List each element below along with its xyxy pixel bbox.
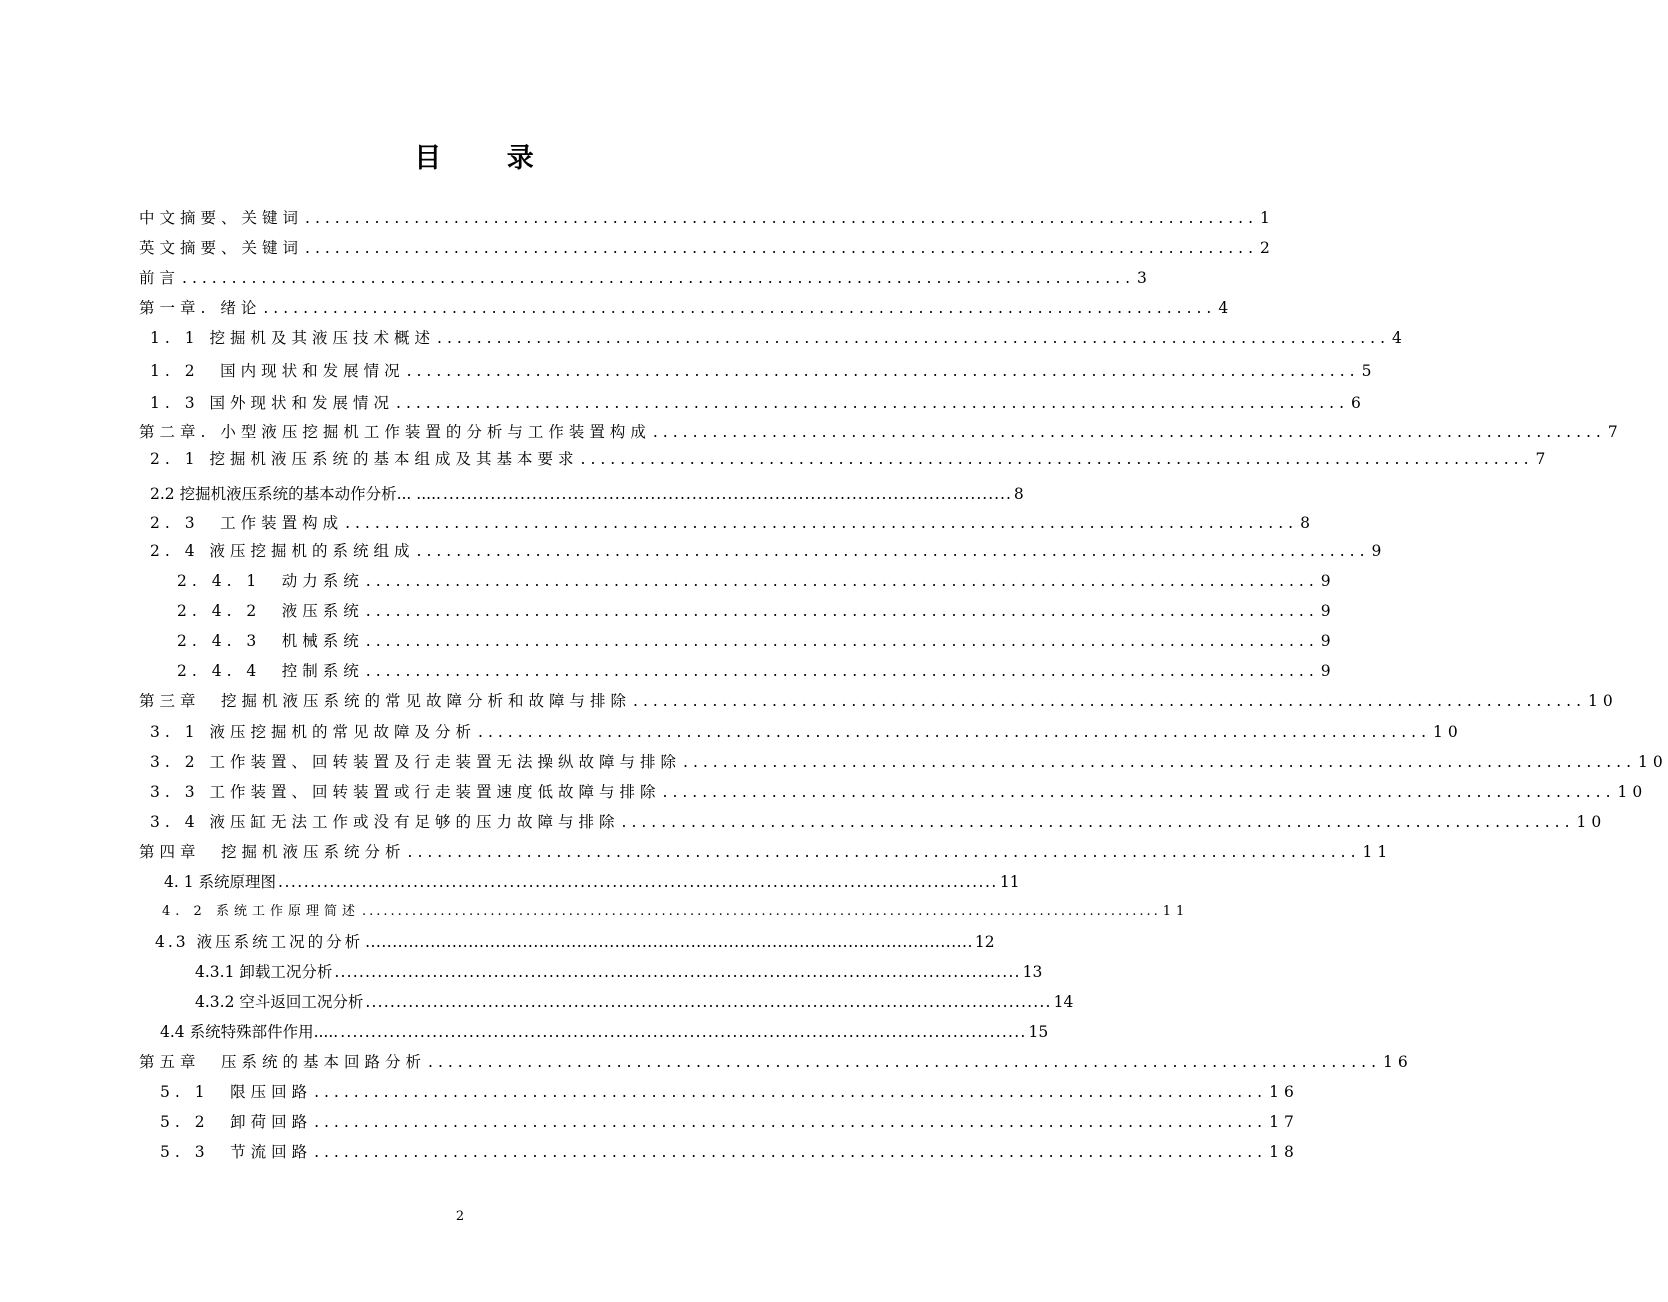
toc-entry-label: 5. 1 限压回路 <box>160 1083 313 1101</box>
leader-dots: ................................................................................................................ <box>365 993 1052 1011</box>
toc-entry-page: 3 <box>1137 269 1152 287</box>
leader-dots: ................................................................................................ <box>580 450 1534 468</box>
leader-dots: ................................................................................................ <box>314 1113 1268 1131</box>
toc-entry-page: 7 <box>1607 423 1623 441</box>
toc-entry-label: 4. 2 系统工作原理简述 <box>162 904 360 919</box>
toc-entry-page: 5 <box>1361 362 1377 380</box>
toc-entry-label: 2. 1 挖掘机液压系统的基本组成及其基本要求 <box>150 450 579 468</box>
toc-entry-label: 5. 3 节流回路 <box>160 1143 313 1161</box>
leader-dots: ................................................................................................ <box>305 239 1259 257</box>
toc-entry[interactable] <box>150 447 1551 471</box>
leader-dots: ................................................................................................ <box>437 329 1391 347</box>
toc-entry-page: 9 <box>1320 572 1336 590</box>
toc-entry[interactable] <box>177 569 1336 593</box>
toc-entry-label: 第二章. 小型液压挖掘机工作装置的分析与工作装置构成 <box>139 423 651 441</box>
toc-entry-label: 4.3.1 卸载工况分析 <box>195 963 333 981</box>
toc-entry-label: 4. 1 系统原理图 <box>164 873 277 891</box>
toc-entry-page: 2 <box>1260 239 1275 257</box>
toc-entry[interactable] <box>139 840 1393 864</box>
toc-entry[interactable] <box>139 689 1618 713</box>
toc-entry-page: 8 <box>1300 514 1315 532</box>
toc-entry[interactable] <box>150 359 1377 383</box>
toc-entry-page: 18 <box>1269 1143 1299 1161</box>
toc-entry-label: 2. 4. 3 机械系统 <box>177 632 364 650</box>
page-number: 2 <box>455 1209 465 1224</box>
leader-dots: ................................................................................................ <box>305 209 1259 227</box>
toc-entry-page: 14 <box>1053 993 1074 1011</box>
toc-entry[interactable] <box>160 1140 1299 1164</box>
toc-entry[interactable] <box>139 266 1152 290</box>
toc-entry-page: 9 <box>1371 542 1387 560</box>
leader-dots: ................................................................................................ <box>652 423 1606 441</box>
leader-dots: ................................................................................................ <box>478 723 1432 741</box>
leader-dots: ................................................................................................ <box>633 692 1587 710</box>
toc-entry[interactable] <box>160 1080 1299 1104</box>
toc-entry-label: 1. 1 挖掘机及其液压技术概述 <box>150 329 436 347</box>
toc-entry[interactable] <box>150 511 1315 535</box>
toc-entry-page: 11 <box>1362 843 1393 861</box>
toc-entry-label: 第一章. 绪论 <box>139 299 262 317</box>
leader-dots: ................................................................................................ <box>683 753 1637 771</box>
leader-dots: ................................................................................................ <box>365 572 1319 590</box>
toc-entry-label: 英文摘要、关键词 <box>139 239 304 257</box>
leader-dots: ................................................................................................................ <box>278 873 998 891</box>
toc-entry[interactable] <box>139 420 1623 444</box>
toc-entry-page: 4 <box>1392 329 1407 347</box>
toc-entry[interactable] <box>150 391 1366 415</box>
toc-entry-label: 1. 2 国内现状和发展情况 <box>150 362 405 380</box>
toc-entry-page: 16 <box>1269 1083 1299 1101</box>
leader-dots: ................................................................................................ <box>407 843 1361 861</box>
toc-entry-page: 11 <box>1162 904 1190 919</box>
toc-entry[interactable] <box>150 750 1668 774</box>
toc-entry[interactable] <box>150 810 1607 834</box>
toc-entry[interactable] <box>150 720 1463 744</box>
toc-entry[interactable] <box>150 482 1024 506</box>
toc-entry[interactable] <box>139 206 1275 230</box>
toc-entry[interactable] <box>150 326 1407 350</box>
toc-entry-page: 8 <box>1013 485 1024 503</box>
leader-dots: ................................................................................................ <box>365 632 1319 650</box>
toc-entry-label: 中文摘要、关键词 <box>139 209 304 227</box>
toc-entry-page: 15 <box>1028 1023 1049 1041</box>
leader-dots: ................................................................................................ <box>365 662 1319 680</box>
toc-entry-label: 第四章 挖掘机液压系统分析 <box>139 843 406 861</box>
toc-entry-label: 2. 4 液压挖掘机的系统组成 <box>150 542 415 560</box>
toc-entry-label: 3. 1 液压挖掘机的常见故障及分析 <box>150 723 477 741</box>
toc-entry-page: 10 <box>1433 723 1463 741</box>
toc-entry[interactable] <box>150 780 1648 804</box>
toc-entry-label: 2. 4. 2 液压系统 <box>177 602 364 620</box>
toc-entry[interactable] <box>177 629 1336 653</box>
toc-entry-label: 前言 <box>139 269 181 287</box>
toc-entry-page: 1 <box>1260 209 1275 227</box>
toc-entry-label: 3. 2 工作装置、回转装置及行走装置无法操纵故障与排除 <box>150 753 682 771</box>
leader-dots: ................................................................................................................ <box>340 1023 1027 1041</box>
toc-entry-label: 第五章 压系统的基本回路分析 <box>139 1053 427 1071</box>
leader-dots: ................................................................................................ <box>314 1083 1268 1101</box>
toc-entry-page: 4 <box>1218 299 1234 317</box>
toc-entry-page: 11 <box>999 873 1020 891</box>
toc-entry[interactable] <box>139 236 1275 260</box>
toc-entry-label: 4.3.2 空斗返回工况分析 <box>195 993 364 1011</box>
leader-dots: ................................................................................................................ <box>365 933 973 951</box>
leader-dots: ................................................................................................................ <box>361 904 1161 919</box>
toc-entry[interactable] <box>155 930 995 954</box>
toc-entry[interactable] <box>195 990 1074 1014</box>
leader-dots: ................................................................................................ <box>442 485 1012 503</box>
toc-entry-label: 第三章 挖掘机液压系统的常见故障分析和故障与排除 <box>139 692 632 710</box>
toc-entry-label: 3. 4 液压缸无法工作或没有足够的压力故障与排除 <box>150 813 620 831</box>
toc-entry[interactable] <box>160 1110 1299 1134</box>
toc-entry-page: 13 <box>1022 963 1043 981</box>
leader-dots: ................................................................................................ <box>416 542 1370 560</box>
leader-dots: ................................................................................................ <box>406 362 1360 380</box>
toc-entry-page: 16 <box>1383 1053 1413 1071</box>
toc-entry[interactable] <box>177 599 1336 623</box>
leader-dots: ................................................................................................ <box>621 813 1575 831</box>
toc-entry-label: 2. 4. 1 动力系统 <box>177 572 364 590</box>
leader-dots: ................................................................................................ <box>428 1053 1382 1071</box>
toc-entry[interactable] <box>139 1050 1413 1074</box>
leader-dots: ................................................................................................................ <box>334 963 1021 981</box>
toc-entry-page: 9 <box>1320 602 1336 620</box>
toc-entry[interactable] <box>139 296 1234 320</box>
toc-entry-label: 5. 2 卸荷回路 <box>160 1113 313 1131</box>
leader-dots: ................................................................................................ <box>182 269 1136 287</box>
toc-entry-page: 6 <box>1351 394 1366 412</box>
toc-entry-page: 10 <box>1588 692 1618 710</box>
toc-entry-label: 3. 3 工作装置、回转装置或行走装置速度低故障与排除 <box>150 783 661 801</box>
toc-entry-label: 2. 4. 4 控制系统 <box>177 662 364 680</box>
toc-entry[interactable] <box>162 900 1190 924</box>
leader-dots: ................................................................................................ <box>365 602 1319 620</box>
toc-entry[interactable] <box>195 960 1043 984</box>
leader-dots: ................................................................................................ <box>314 1143 1268 1161</box>
toc-entry-page: 10 <box>1576 813 1607 831</box>
toc-entry-page: 10 <box>1638 753 1668 771</box>
leader-dots: ................................................................................................ <box>396 394 1350 412</box>
toc-entry-page: 10 <box>1617 783 1648 801</box>
toc-entry-page: 9 <box>1320 662 1336 680</box>
leader-dots: ................................................................................................ <box>345 514 1299 532</box>
toc-entry[interactable] <box>160 1020 1049 1044</box>
toc-entry-page: 17 <box>1269 1113 1299 1131</box>
toc-entry-label: 4.3 液压系统工况的分析 <box>155 933 364 951</box>
toc-entry-label: 1. 3 国外现状和发展情况 <box>150 394 395 412</box>
toc-entry-label: 2. 3 工作装置构成 <box>150 514 344 532</box>
toc-entry[interactable] <box>164 870 1020 894</box>
leader-dots: ................................................................................................ <box>662 783 1616 801</box>
leader-dots: ................................................................................................ <box>263 299 1217 317</box>
toc-entry-page: 7 <box>1535 450 1551 468</box>
toc-entry-page: 12 <box>974 933 995 951</box>
toc-entry[interactable] <box>150 539 1387 563</box>
toc-entry-label: 2.2 挖掘机液压系统的基本动作分析... ..... <box>150 485 441 503</box>
toc-entry-label: 4.4 系统特殊部件作用..... <box>160 1023 339 1041</box>
toc-entry[interactable] <box>177 659 1336 683</box>
toc-title: 目 录 <box>414 143 562 174</box>
toc-entry-page: 9 <box>1320 632 1336 650</box>
